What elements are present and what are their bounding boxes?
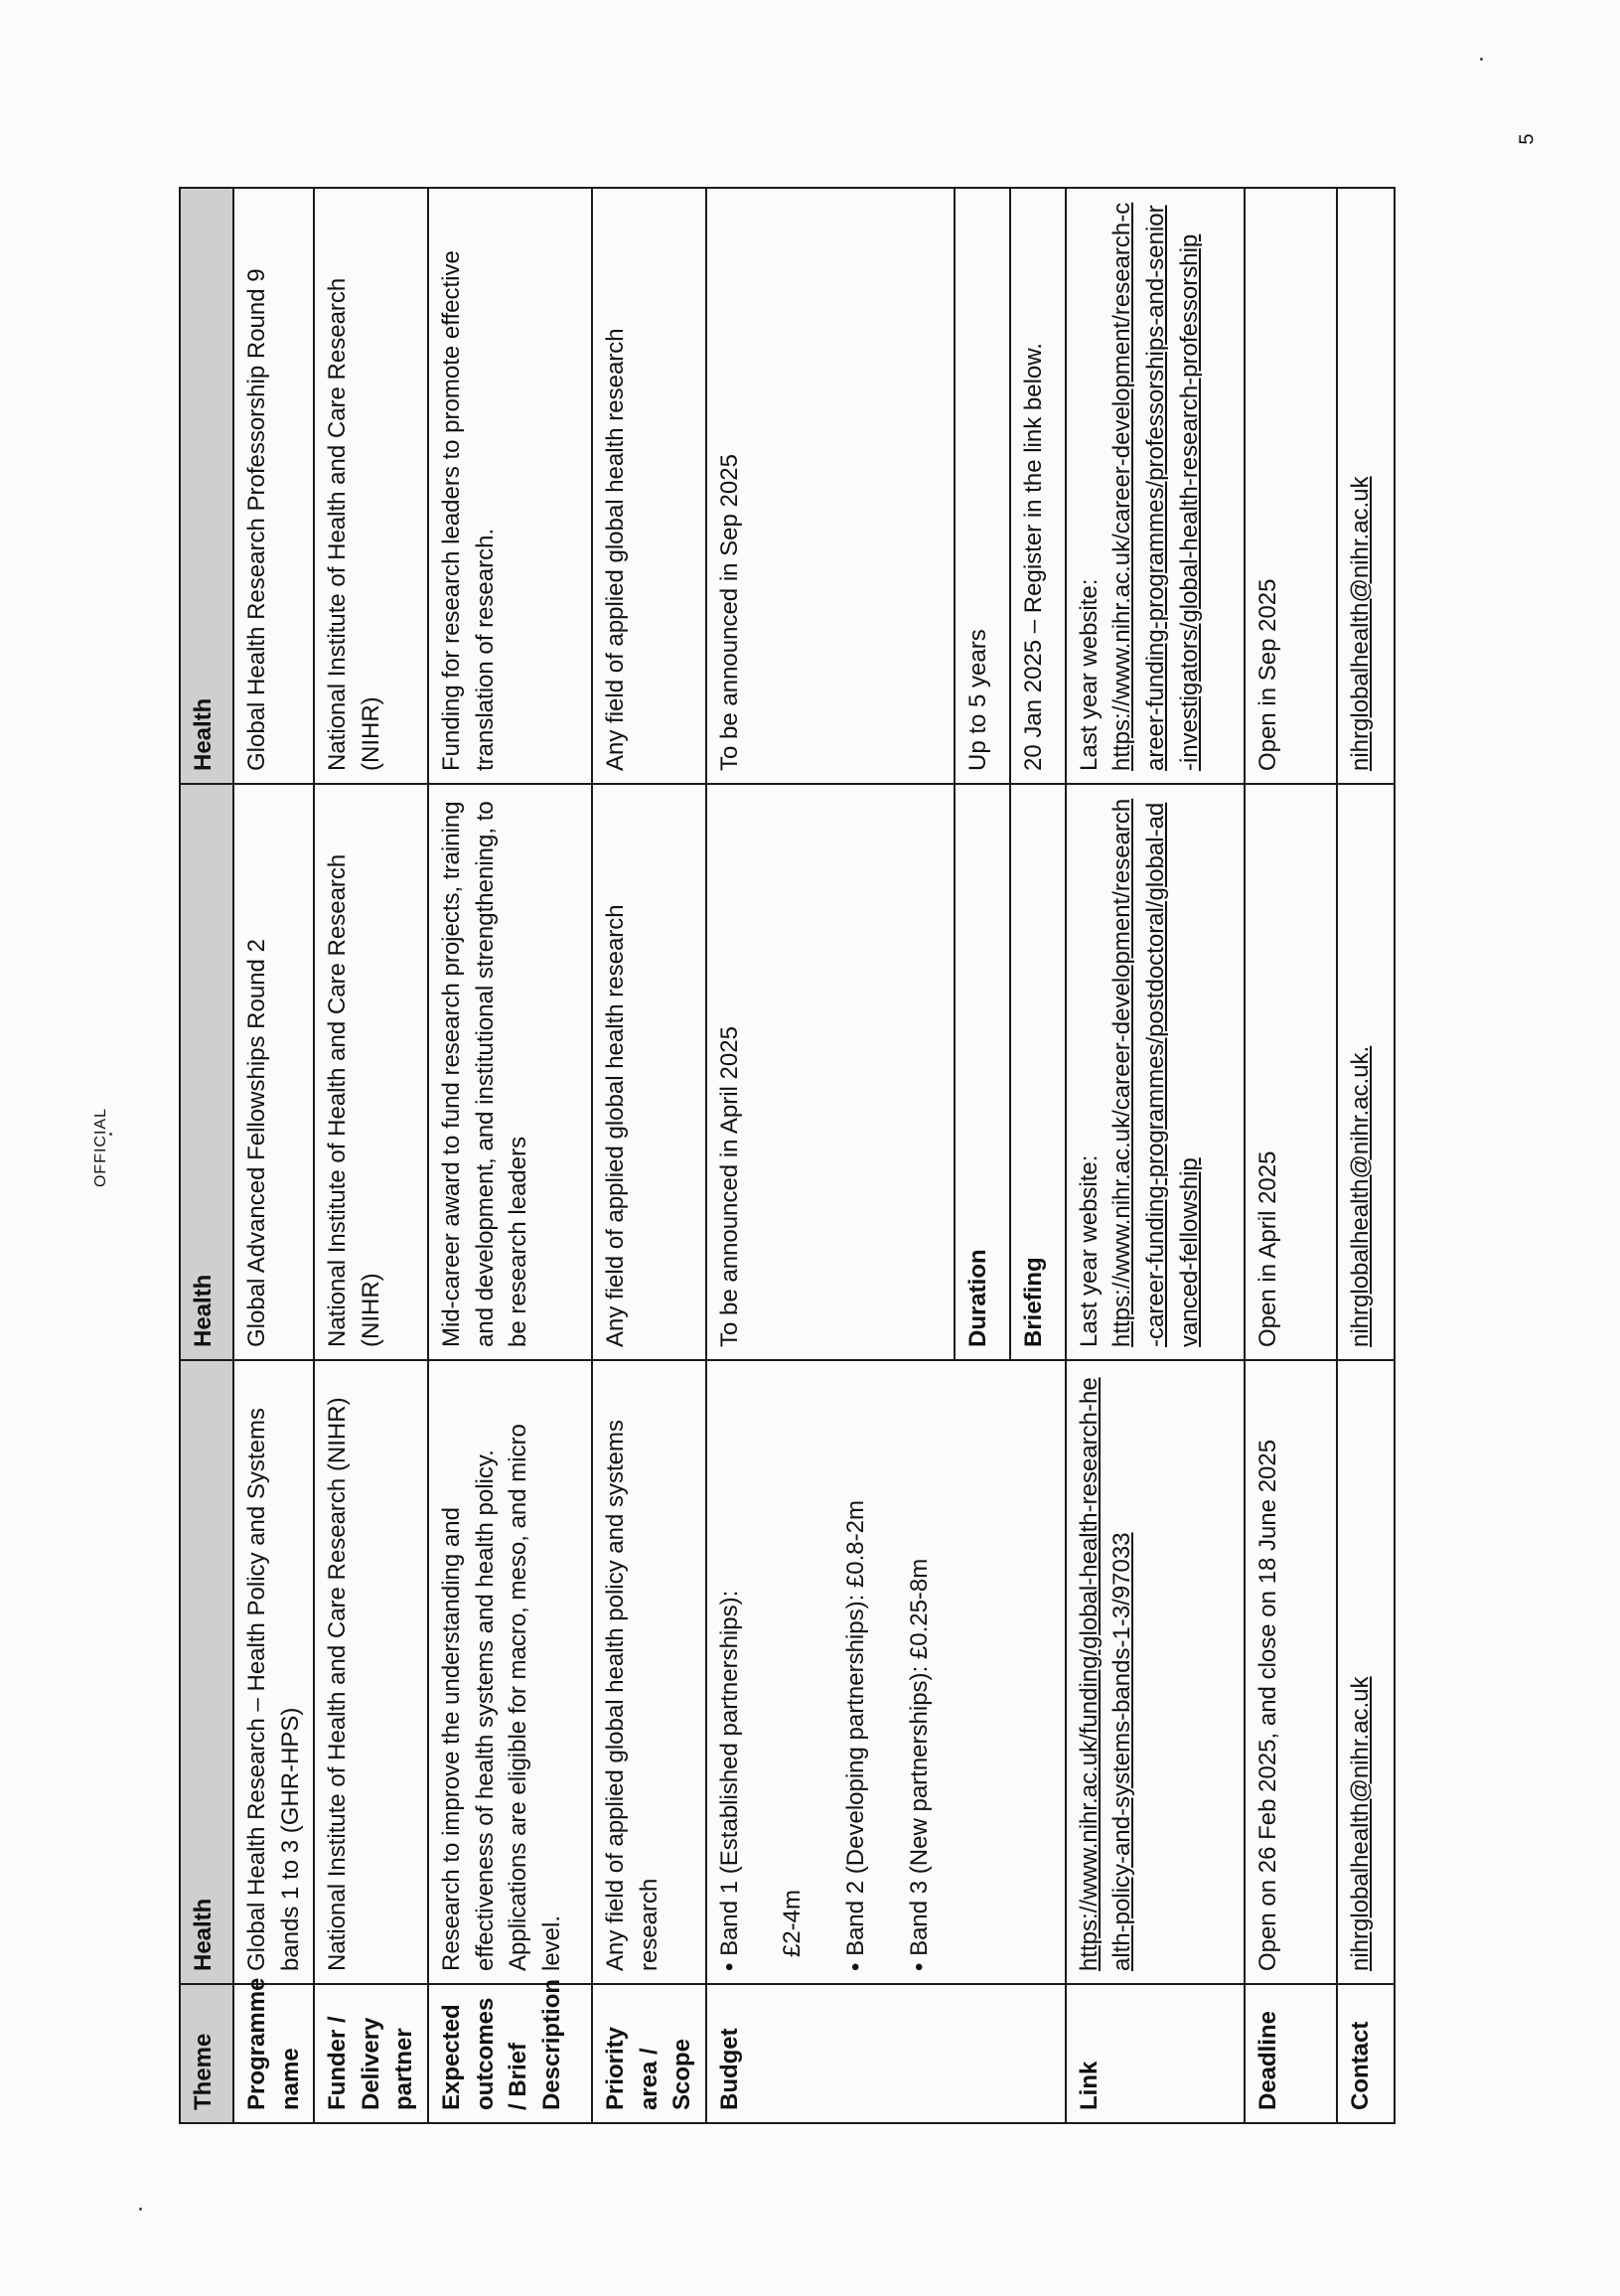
row-label-contact: Contact	[1337, 1984, 1395, 2123]
link-cell	[1066, 784, 1245, 1360]
programme-name-cell: Global Advanced Fellowships Round 2	[233, 784, 314, 1360]
duration-cell: Up to 5 years	[955, 188, 1010, 784]
funder-cell: National Institute of Health and Care Research (NIHR)	[314, 1360, 428, 1984]
rotated-page-content	[179, 189, 1374, 2124]
funder-cell: National Institute of Health and Care Research (NIHR)	[314, 188, 428, 784]
professorship-link[interactable]: https://www.nihr.ac.uk/career-development/research-career-funding-programmes/professorships-and-senior-investigators/global-health-research-professorship	[1108, 202, 1203, 771]
table-row	[1066, 188, 1245, 2123]
table-row	[1245, 188, 1337, 2123]
contact-email-link[interactable]: nihrglobalhealth@nihr.ac.uk.	[1346, 1045, 1374, 1347]
row-label-budget: Budget	[706, 1984, 1066, 2123]
table-row	[706, 188, 955, 2123]
deadline-cell: Open in April 2025	[1245, 784, 1337, 1360]
budget-cell	[706, 1360, 1066, 1984]
budget-band-3: • Band 3 (New partnerships): £0.25-8m	[905, 1558, 933, 1971]
budget-band-1-amount: £2-4m	[779, 1889, 807, 1957]
row-label-link: Link	[1066, 1984, 1245, 2123]
row-label-funder: Funder / Delivery partner	[314, 1984, 428, 2123]
budget-cell: To be announced in Sep 2025	[706, 188, 955, 784]
contact-email-link[interactable]: nihrglobalhealth@nihr.ac.uk	[1346, 476, 1374, 771]
table-row	[592, 188, 706, 2123]
header-theme: Theme	[180, 1984, 233, 2123]
outcomes-cell: Research to improve the understanding and effectiveness of health systems and health policy. Applications are eligible for macro, meso, and micro level.	[428, 1360, 592, 1984]
programme-name-cell: Global Health Research – Health Policy and Systems bands 1 to 3 (GHR-HPS)	[233, 1360, 314, 1984]
contact-cell	[1337, 784, 1395, 1360]
budget-band-1: • Band 1 (Established partnerships):	[715, 1590, 743, 1971]
funder-cell: National Institute of Health and Care Research (NIHR)	[314, 784, 428, 1360]
contact-email-link[interactable]: nihrglobalhealth@nihr.ac.uk	[1346, 1676, 1374, 1971]
deadline-cell: Open on 26 Feb 2025, and close on 18 June 2025	[1245, 1360, 1337, 1984]
row-label-duration: Duration	[955, 784, 1010, 1360]
classification-label: OFFICIAL	[92, 1107, 109, 1188]
scan-speck	[139, 2208, 142, 2211]
table-row	[428, 188, 592, 2123]
contact-cell	[1337, 1360, 1395, 1984]
header-health-2: Health	[180, 784, 233, 1360]
row-label-briefing: Briefing	[1010, 784, 1066, 1360]
table-row	[1337, 188, 1395, 2123]
scan-speck	[1480, 58, 1483, 61]
fellowship-link[interactable]: https://www.nihr.ac.uk/career-development/research-career-funding-programmes/postdoctoral/global-advanced-fellowship	[1108, 798, 1203, 1347]
link-prefix: Last year website:	[1075, 578, 1103, 771]
row-label-outcomes: Expected outcomes / Brief Description	[428, 1984, 592, 2123]
row-label-deadline: Deadline	[1245, 1984, 1337, 2123]
link-cell	[1066, 188, 1245, 784]
budget-band-2: • Band 2 (Developing partnerships): £0.8-2m	[841, 1500, 869, 1971]
row-label-priority: Priority area / Scope	[592, 1984, 706, 2123]
priority-cell: Any field of applied global health research	[592, 784, 706, 1360]
link-cell	[1066, 1360, 1245, 1984]
priority-cell: Any field of applied global health policy and systems research	[592, 1360, 706, 1984]
priority-cell: Any field of applied global health research	[592, 188, 706, 784]
contact-cell	[1337, 188, 1395, 784]
header-health-3: Health	[180, 188, 233, 784]
briefing-cell: 20 Jan 2025 – Register in the link below.	[1010, 188, 1066, 784]
deadline-cell: Open in Sep 2025	[1245, 188, 1337, 784]
link-prefix: Last year website:	[1075, 1154, 1103, 1347]
outcomes-cell: Mid-career award to fund research projects, training and development, and institutional strengthening, to be research leaders	[428, 784, 592, 1360]
budget-cell: To be announced in April 2025	[706, 784, 955, 1360]
row-label-programme-name: Programme name	[233, 1984, 314, 2123]
page-number: 5	[1516, 133, 1539, 145]
table-row	[233, 188, 314, 2123]
scan-speck	[109, 1133, 112, 1136]
programme-link[interactable]: https://www.nihr.ac.uk/funding/global-health-research-health-policy-and-systems-bands-1-3/97033	[1075, 1377, 1136, 1971]
programme-name-cell: Global Health Research Professorship Round 9	[233, 188, 314, 784]
outcomes-cell: Funding for research leaders to promote effective translation of research.	[428, 188, 592, 784]
table-row	[314, 188, 428, 2123]
table-header-row	[180, 188, 233, 2123]
funding-table	[179, 187, 1396, 2124]
header-health-1: Health	[180, 1360, 233, 1984]
